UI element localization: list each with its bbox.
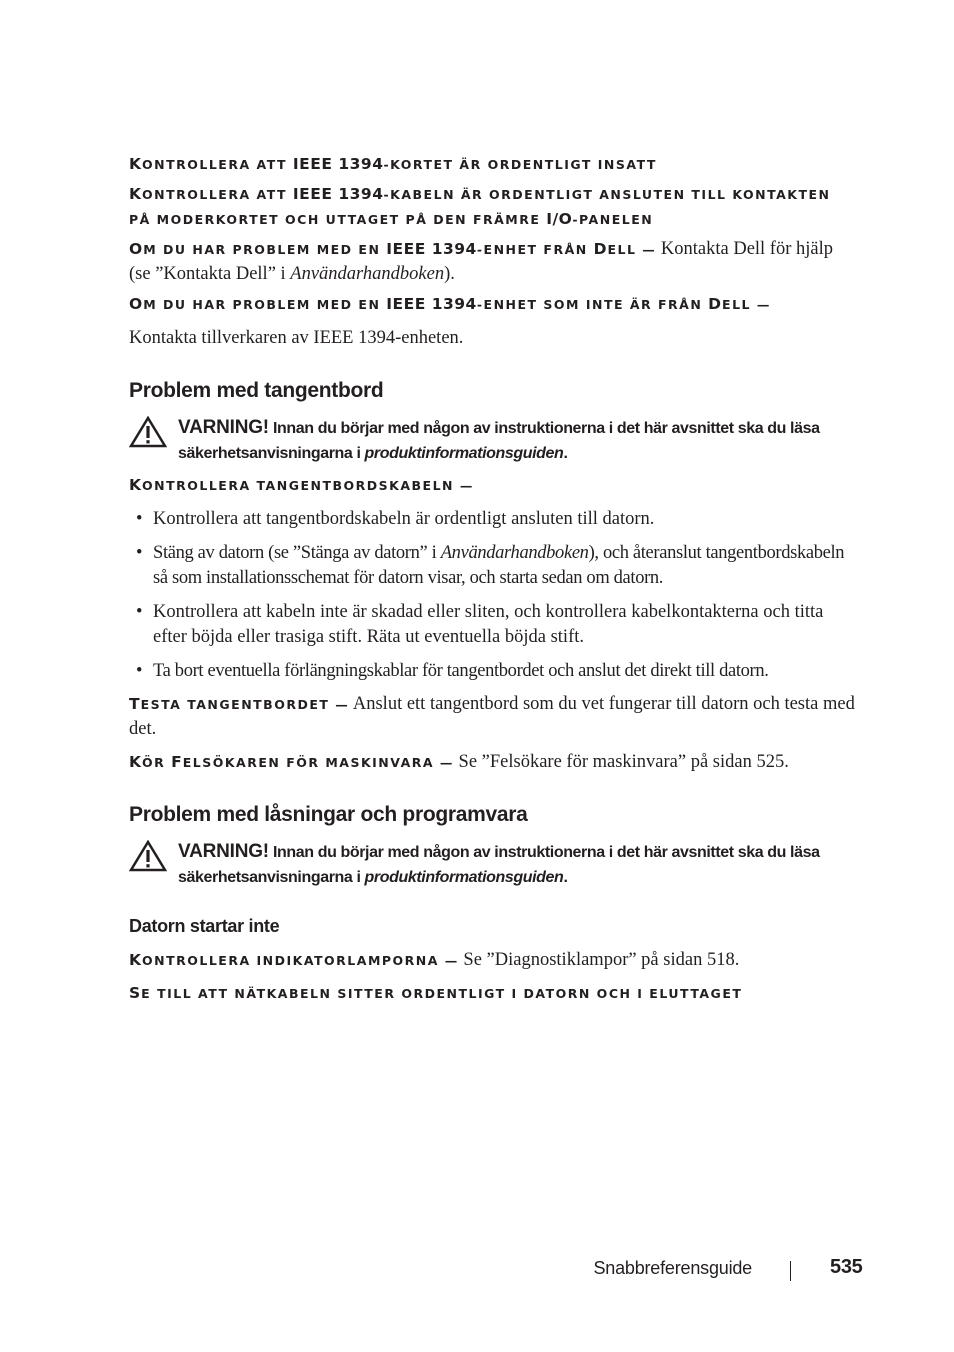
heading-check-ieee-cable: KONTROLLERA ATT IEEE 1394-KABELN ÄR ORDENTLIGT ANSLUTEN TILL KONTAKTEN PÅ MODERKORTET OCH UTTAGET PÅ DEN FRÄMRE I/O-PANELEN	[129, 185, 831, 228]
warning-text: VARNING! Innan du börjar med någon av instruktionerna i det här avsnittet ska du läsa säkerhetsanvisningarna i produktinformationsguiden.	[178, 417, 820, 462]
list-item: • Ta bort eventuella förlängningskablar för tangentbordet och anslut det direkt till datorn.	[136, 661, 769, 681]
warning-triangle-icon	[129, 416, 167, 448]
section-title-keyboard: Problem med tangentbord	[129, 379, 384, 402]
list-item: • Kontrollera att kabeln inte är skadad eller sliten, och kontrollera kabelkontakterna och titta efter böjda eller trasiga stift. Räta ut eventuella böjda stift.	[136, 602, 824, 647]
heading-non-dell-device: OM DU HAR PROBLEM MED EN IEEE 1394-ENHET SOM INTE ÄR FRÅN DELL —	[129, 295, 771, 313]
item-test-keyboard: TESTA TANGENTBORDET — Anslut ett tangentbord som du vet fungerar till datorn och testa med det.	[129, 694, 855, 739]
section-title-lockups: Problem med låsningar och programvara	[129, 803, 528, 826]
warning-keyboard	[129, 415, 859, 466]
non-dell-device-text: Kontakta tillverkaren av IEEE 1394-enheten.	[129, 328, 464, 348]
list-item: • Kontrollera att tangentbordskabeln är ordentligt ansluten till datorn.	[136, 509, 655, 529]
heading-check-ieee-card: KONTROLLERA ATT IEEE 1394-KORTET ÄR ORDENTLIGT INSATT	[129, 155, 657, 173]
footer-guide-title: Snabbreferensguide	[593, 1258, 752, 1278]
list-item: • Stäng av datorn (se ”Stänga av datorn” i Användarhandboken), och återanslut tangentbordskabeln så som installationsschemat för datorn visar, och starta sedan om datorn.	[136, 543, 845, 588]
item-check-lamps: KONTROLLERA INDIKATORLAMPORNA — Se ”Diagnostiklampor” på sidan 518.	[129, 950, 740, 970]
warning-triangle-icon	[129, 840, 167, 872]
item-hardware-troubleshooter: KÖR FELSÖKAREN FÖR MASKINVARA — Se ”Felsökare för maskinvara” på sidan 525.	[129, 752, 789, 772]
warning-lockups	[129, 839, 859, 890]
heading-check-power-cable: SE TILL ATT NÄTKABELN SITTER ORDENTLIGT I DATORN OCH I ELUTTAGET	[129, 984, 743, 1002]
item-dell-device: OM DU HAR PROBLEM MED EN IEEE 1394-ENHET FRÅN DELL — Kontakta Dell för hjälp (se ”Kontakta Dell” i Användarhandboken).	[129, 239, 833, 284]
page-footer	[0, 1256, 954, 1284]
subsection-title-no-start: Datorn startar inte	[129, 916, 280, 936]
page-content	[129, 152, 859, 1006]
keyboard-checklist	[129, 507, 859, 684]
page-number: 535	[830, 1256, 863, 1278]
heading-check-keyboard-cable: KONTROLLERA TANGENTBORDSKABELN —	[129, 476, 474, 494]
warning-text: VARNING! Innan du börjar med någon av instruktionerna i det här avsnittet ska du läsa säkerhetsanvisningarna i produktinformationsguiden.	[178, 841, 820, 886]
footer-divider	[790, 1261, 791, 1281]
